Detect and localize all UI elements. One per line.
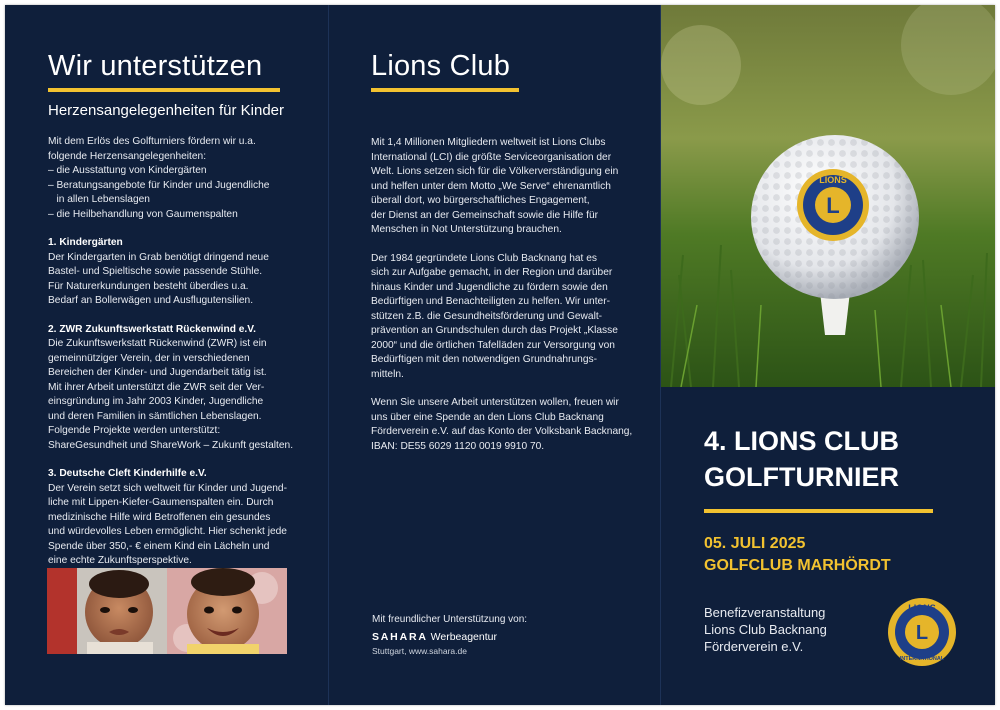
event-date-venue xyxy=(704,533,891,577)
body-line: Bedürftigen und Benachteiligten zu helfen. Wir unter- xyxy=(371,296,610,307)
organizer-line: Benefizveranstaltung xyxy=(704,605,826,620)
event-title-underline xyxy=(704,509,933,513)
section-title-cleft: 3. Deutsche Cleft Kinderhilfe e.V. xyxy=(48,468,207,479)
section-line: Bastel- und Spieltische sowie passende Stühle. xyxy=(48,266,263,277)
panel-lions-club xyxy=(329,5,660,705)
section-line: Der Verein setzt sich weltweit für Kinder und Jugend- xyxy=(48,482,287,494)
body-line: Förderverein e.V. auf das Konto der Volksbank Backnang, xyxy=(371,426,633,437)
panel-support xyxy=(5,5,328,705)
intro-line: – die Ausstattung von Kindergärten xyxy=(48,165,207,176)
body-line: uns über eine Spende an den Lions Club Backnang xyxy=(371,411,604,423)
support-subheading: Herzensangelegenheiten für Kinder xyxy=(48,102,284,119)
svg-text:L: L xyxy=(915,622,929,644)
section-title-zwr: 2. ZWR Zukunftswerkstatt Rückenwind e.V. xyxy=(48,323,256,335)
sponsor-address: Stuttgart, www.sahara.de xyxy=(372,646,467,656)
event-venue: GOLFCLUB MARHÖRDT xyxy=(704,557,891,574)
section-line: einsgründung im Jahr 2003 Kinder, Jugendliche xyxy=(48,396,264,407)
intro-line: – die Heilbehandlung von Gaumenspalten xyxy=(48,208,238,220)
lions-club-heading: Lions Club xyxy=(371,50,511,82)
body-line: 2000“ und die örtlichen Tafelläden zur Versorgung von xyxy=(371,339,615,351)
section-line: Folgende Projekte werden unterstützt: xyxy=(48,425,221,436)
svg-text:INTERNATIONAL: INTERNATIONAL xyxy=(899,656,945,662)
sponsor-brand: SAHARA xyxy=(372,631,428,643)
section-line: Die Zukunftswerkstatt Rückenwind (ZWR) ist ein xyxy=(48,338,267,349)
event-date: 05. JULI 2025 xyxy=(704,535,806,552)
body-line: der Dienst an der Gemeinschaft sowie die Hilfe für xyxy=(371,209,599,221)
sponsor-type: Werbeagentur xyxy=(427,631,497,643)
section-line: Spende über 350,- € einem Kind ein Lächeln und xyxy=(48,540,270,552)
children-photo xyxy=(47,568,287,654)
event-title xyxy=(704,423,899,495)
support-heading: Wir unterstützen xyxy=(48,50,263,82)
section-line: Mit ihrer Arbeit unterstützt die ZWR seit der Ver- xyxy=(48,381,265,393)
body-line: hinaus Kinder und Jugendliche zu fördern sowie den xyxy=(371,281,608,293)
support-heading-underline xyxy=(48,88,280,92)
lions-club-body xyxy=(371,136,632,454)
lions-club-heading-underline xyxy=(371,88,519,92)
section-line: liche mit Lippen-Kiefer-Gaumenspalten ein. Durch xyxy=(48,497,274,508)
body-line: Menschen in Not Unterstützung brauchen. xyxy=(371,224,562,235)
svg-text:LIONS: LIONS xyxy=(908,603,936,613)
section-line: gemeinnütziger Verein, der in verschiedenen xyxy=(48,352,250,364)
section-line: Bereichen der Kinder- und Jugendarbeit tätig ist. xyxy=(48,367,267,378)
section-line: ShareGesundheit und ShareWork – Zukunft gestalten. xyxy=(48,439,294,451)
body-line: mitteln. xyxy=(371,368,404,380)
svg-text:L: L xyxy=(826,193,840,218)
body-line: IBAN: DE55 6029 1120 0019 9910 70. xyxy=(371,440,545,452)
body-line: Wenn Sie unsere Arbeit unterstützen wollen, freuen wir xyxy=(371,397,619,408)
golf-ball-photo xyxy=(661,5,995,387)
panel-cover xyxy=(661,5,995,705)
intro-line: – Beratungsangebote für Kinder und Jugendliche xyxy=(48,179,270,191)
ball-lions-emblem xyxy=(797,169,869,241)
organizer xyxy=(704,604,827,655)
body-line: und helfen unter dem Motto „We Serve“ ehrenamtlich xyxy=(371,180,611,192)
intro-line: in allen Lebenslagen xyxy=(48,194,150,205)
svg-text:LIONS: LIONS xyxy=(819,175,847,185)
section-line: eine echte Zukunftsperspektive. xyxy=(48,555,192,566)
body-line: stützen z.B. die Gesundheitsförderung und Gewalt- xyxy=(371,310,603,322)
body-line: International (LCI) die größte Serviceorganisation der xyxy=(371,151,612,163)
organizer-line: Förderverein e.V. xyxy=(704,639,804,654)
section-line: und deren Familien in sämtlichen Lebenslagen. xyxy=(48,410,262,422)
organizer-line: Lions Club Backnang xyxy=(704,622,827,637)
body-line: Welt. Lions setzen sich für die Völkerverständigung ein xyxy=(371,166,619,177)
section-line: Der Kindergarten in Grab benötigt dringend neue xyxy=(48,251,269,263)
sponsor-name xyxy=(372,631,497,643)
support-body xyxy=(48,135,293,569)
section-title-kindergarten: 1. Kindergärten xyxy=(48,237,123,248)
body-line: überall dort, wo bürgerschaftliches Engagement, xyxy=(371,195,590,206)
body-line: prävention an Grundschulen durch das Projekt „Klasse xyxy=(371,325,618,336)
body-line: Bedürftigen mit den notwendigen Grundnahrungs- xyxy=(371,354,597,365)
sponsor-label: Mit freundlicher Unterstützung von: xyxy=(372,614,528,625)
flyer-sheet xyxy=(5,5,995,705)
event-title-line2: GOLFTURNIER xyxy=(704,462,899,492)
section-line: Für Naturerkundungen besteht überdies u.a. xyxy=(48,280,249,292)
body-line: Mit 1,4 Millionen Mitgliedern weltweit ist Lions Clubs xyxy=(371,137,606,148)
lions-international-logo xyxy=(884,596,960,668)
body-line: Der 1984 gegründete Lions Club Backnang hat es xyxy=(371,252,597,264)
section-line: Bedarf an Bollerwägen und Ausflugutensilien. xyxy=(48,295,254,306)
event-title-line1: 4. LIONS CLUB xyxy=(704,426,900,456)
body-line: sich zur Aufgabe gemacht, in der Region und darüber xyxy=(371,267,613,278)
section-line: und würdevolles Leben ermöglicht. Hier schenkt jede xyxy=(48,526,287,537)
intro-line: folgende Herzensangelegenheiten: xyxy=(48,150,207,162)
intro-line: Mit dem Erlös des Golfturniers fördern wir u.a. xyxy=(48,136,256,147)
section-line: medizinische Hilfe wird Betroffenen ein gesundes xyxy=(48,511,271,523)
